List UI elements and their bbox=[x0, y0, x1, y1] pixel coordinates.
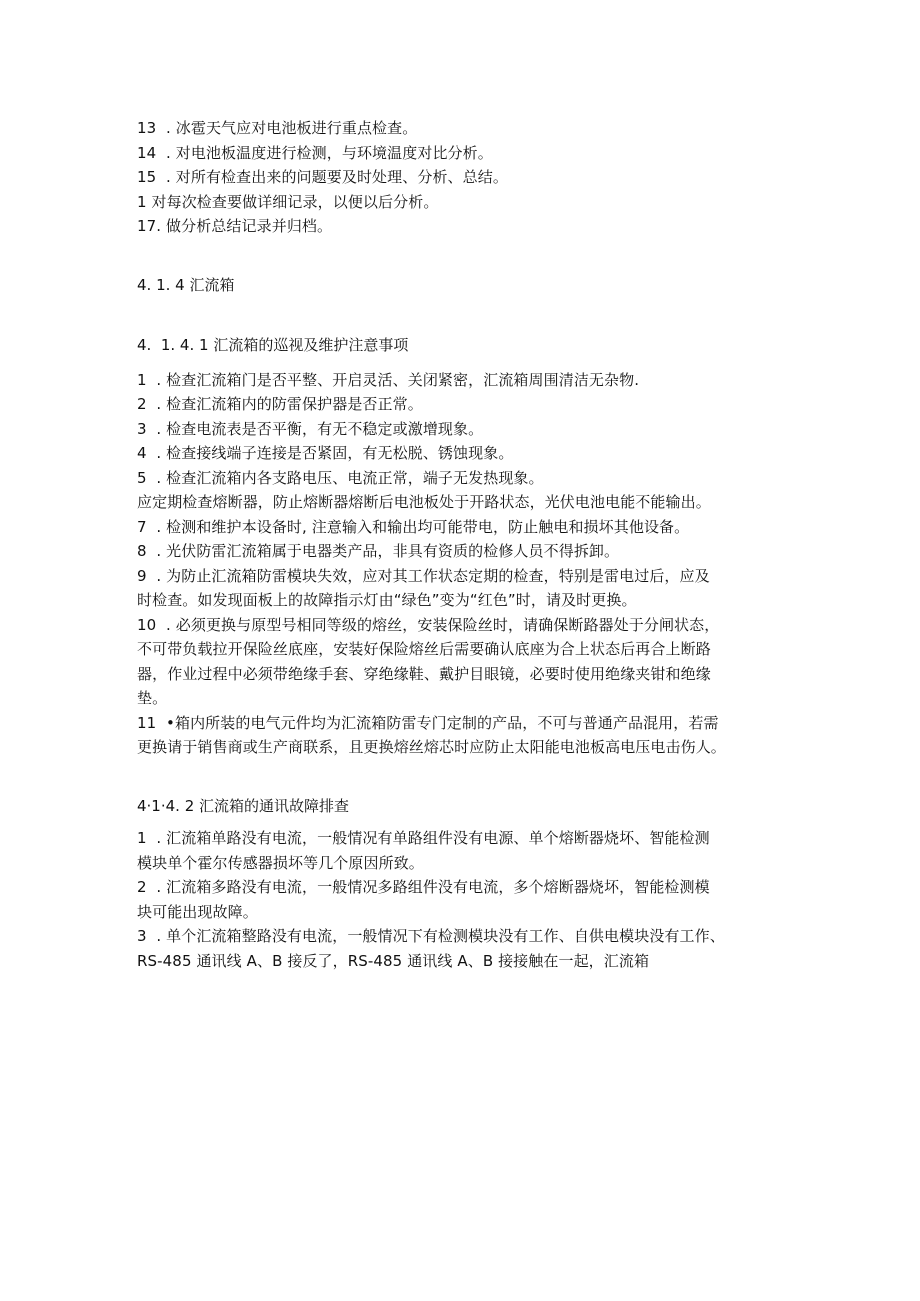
list-item: 17. 做分析总结记录并归档。 bbox=[137, 217, 333, 235]
list-item-line: 块可能出现故障。 bbox=[137, 902, 258, 921]
list-item: 应定期检查熔断器，防止熔断器熔断后电池板处于开路状态，光伏电池电能不能输出。 bbox=[137, 493, 711, 511]
list-item-line: 9 . 为防止汇流箱防雷模块失效，应对其工作状态定期的检查，特别是雷电过后，应及 bbox=[137, 566, 710, 585]
list-item-line: 不可带负载拉开保险丝底座，安装好保险熔丝后需要确认底座为合上状态后再合上断路 bbox=[137, 640, 711, 658]
list-item: 8 . 光伏防雷汇流箱属于电器类产品，非具有资质的检修人员不得拆卸。 bbox=[137, 542, 620, 560]
maintenance-list bbox=[137, 368, 797, 760]
list-item: 5 . 检查汇流箱内各支路电压、电流正常，端子无发热现象。 bbox=[137, 468, 544, 487]
section-heading-4-1-4-1: 4. 1. 4. 1 汇流箱的巡视及维护注意事项 bbox=[137, 336, 409, 354]
document-page bbox=[137, 116, 797, 973]
list-item-line: 2 . 汇流箱多路没有电流，一般情况多路组件没有电流，多个熔断器烧坏，智能检测模 bbox=[137, 878, 710, 896]
list-item-line: 1 . 汇流箱单路没有电流，一般情况有单路组件没有电源、单个熔断器烧坏、智能检测 bbox=[137, 829, 710, 847]
section-heading-4-1-4: 4. 1. 4 汇流箱 bbox=[137, 275, 235, 294]
fault-troubleshooting-list bbox=[137, 826, 797, 973]
list-item: 4 . 检查接线端子连接是否紧固，有无松脱、锈蚀现象。 bbox=[137, 444, 514, 462]
list-item: 15 . 对所有检查出来的问题要及时处理、分析、总结。 bbox=[137, 168, 508, 186]
list-item-line: 器，作业过程中必须带绝缘手套、穿绝缘鞋、戴护目眼镜，必要时使用绝缘夹钳和绝缘 bbox=[137, 664, 711, 683]
list-item: 14 . 对电池板温度进行检测，与环境温度对比分析。 bbox=[137, 143, 493, 162]
list-item: 7 . 检测和维护本设备时, 注意输入和输出均可能带电，防止触电和损坏其他设备。 bbox=[137, 517, 690, 536]
list-item-line: 更换请于销售商或生产商联系，且更换熔丝熔芯时应防止太阳能电池板高电压电击伤人。 bbox=[137, 738, 726, 756]
list-item: 1 . 检查汇流箱门是否平整、开启灵活、关闭紧密，汇流箱周围清洁无杂物. bbox=[137, 370, 640, 389]
list-item: 3 . 检查电流表是否平衡，有无不稳定或激增现象。 bbox=[137, 419, 484, 438]
list-item: 13 . 冰雹天气应对电池板进行重点检查。 bbox=[137, 119, 418, 137]
list-item: 2 . 检查汇流箱内的防雷保护器是否正常。 bbox=[137, 395, 423, 413]
list-item-line: 11 •箱内所装的电气元件均为汇流箱防雷专门定制的产品，不可与普通产品混用，若需 bbox=[137, 713, 719, 732]
list-item-line: 垫。 bbox=[137, 689, 168, 707]
list-item-line: 时检查。如发现面板上的故障指示灯由“绿色”变为“红色”时，请及时更换。 bbox=[137, 591, 637, 609]
list-item-line: RS-485 通讯线 A、B 接反了，RS-485 通讯线 A、B 接接触在一起，汇流箱 bbox=[137, 951, 650, 970]
inspection-list-continued bbox=[137, 116, 797, 239]
section-heading-4-1-4-2: 4·1·4. 2 汇流箱的通讯故障排查 bbox=[137, 796, 350, 815]
list-item: 1 对每次检查要做详细记录，以便以后分析。 bbox=[137, 192, 439, 211]
list-item-line: 模块单个霍尔传感器损坏等几个原因所致。 bbox=[137, 853, 424, 872]
list-item-line: 3 . 单个汇流箱整路没有电流，一般情况下有检测模块没有工作、自供电模块没有工作、 bbox=[137, 927, 725, 945]
list-item-line: 10 . 必须更换与原型号相同等级的熔丝，安装保险丝时，请确保断路器处于分闸状态， bbox=[137, 615, 720, 634]
